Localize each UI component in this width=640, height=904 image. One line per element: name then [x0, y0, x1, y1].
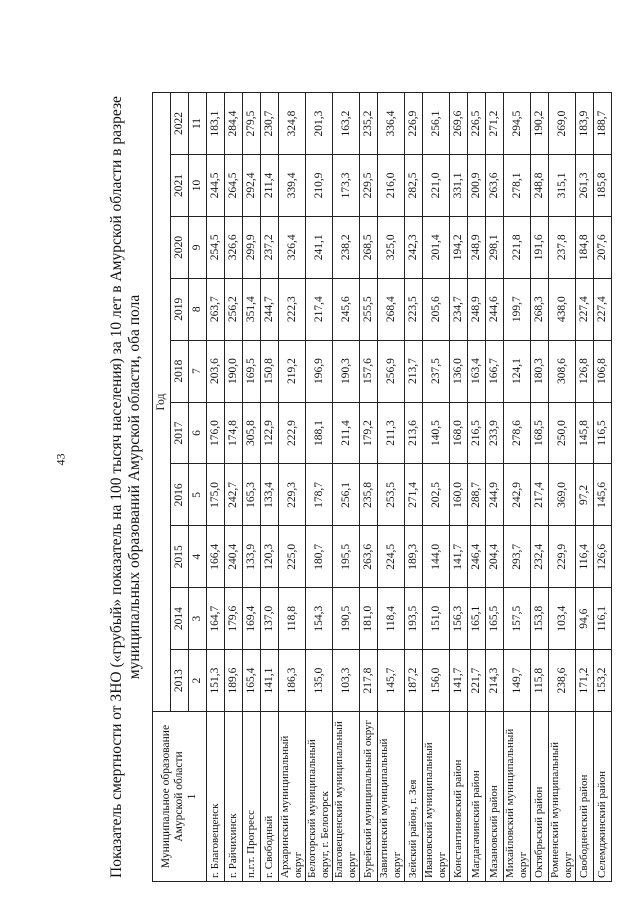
rate-value: 157,6: [360, 340, 378, 402]
rate-value: 230,7: [261, 93, 279, 155]
rate-value: 118,8: [279, 588, 306, 650]
rate-value: 288,7: [468, 464, 486, 526]
rate-value: 168,5: [531, 402, 549, 464]
rate-value: 156,0: [423, 650, 450, 712]
rate-value: 298,1: [486, 216, 504, 278]
table-row: [576, 93, 594, 882]
rate-value: 140,5: [423, 402, 450, 464]
column-number: 4: [189, 526, 207, 588]
rate-value: 326,4: [279, 216, 306, 278]
column-number: 11: [189, 93, 207, 155]
table-row: [450, 93, 468, 882]
column-number: 9: [189, 216, 207, 278]
rate-value: 213,7: [405, 340, 423, 402]
rate-value: 103,4: [549, 588, 576, 650]
table-title: Показатель смертности от ЗНО («грубый» показатель на 100 тысяч населения) за 10 лет в Амурской области в разрезе муниципальных образований Амурской области, оба пола: [108, 96, 143, 878]
rate-value: 227,4: [594, 278, 612, 340]
rate-value: 94,6: [576, 588, 594, 650]
rate-value: 216,0: [378, 154, 405, 216]
rate-value: 253,5: [378, 464, 405, 526]
rate-value: 151,3: [207, 650, 225, 712]
rate-value: 263,6: [486, 154, 504, 216]
rate-value: 164,7: [207, 588, 225, 650]
rate-value: 261,3: [576, 154, 594, 216]
rate-value: 226,9: [405, 93, 423, 155]
municipality-name: г. Благовещенск: [207, 712, 225, 882]
municipality-name: Магдагачинский район: [468, 712, 486, 882]
rate-value: 271,4: [405, 464, 423, 526]
rate-value: 305,8: [243, 402, 261, 464]
rate-value: 126,6: [594, 526, 612, 588]
rate-value: 224,5: [378, 526, 405, 588]
table-row: [468, 93, 486, 882]
rate-value: 153,8: [531, 588, 549, 650]
rate-value: 179,6: [225, 588, 243, 650]
column-number: 3: [189, 588, 207, 650]
rate-value: 188,1: [306, 402, 333, 464]
rate-value: 145,8: [576, 402, 594, 464]
rate-value: 226,5: [468, 93, 486, 155]
rate-value: 118,4: [378, 588, 405, 650]
rate-value: 199,7: [504, 278, 531, 340]
rate-value: 242,3: [405, 216, 423, 278]
municipality-name: Ромненский муниципальный округ: [549, 712, 576, 882]
rate-value: 235,8: [360, 464, 378, 526]
rate-value: 299,9: [243, 216, 261, 278]
rate-value: 120,3: [261, 526, 279, 588]
rate-value: 141,7: [450, 650, 468, 712]
table-row: [243, 93, 261, 882]
rate-value: 269,6: [450, 93, 468, 155]
table-body: [207, 93, 612, 882]
rate-value: 244,9: [486, 464, 504, 526]
rate-value: 216,5: [468, 402, 486, 464]
rate-value: 278,1: [504, 154, 531, 216]
rate-value: 180,3: [531, 340, 549, 402]
rate-value: 293,7: [504, 526, 531, 588]
rate-value: 250,0: [549, 402, 576, 464]
rate-value: 271,2: [486, 93, 504, 155]
rate-value: 256,9: [378, 340, 405, 402]
rate-value: 225,0: [279, 526, 306, 588]
table-row: [504, 93, 531, 882]
rate-value: 438,0: [549, 278, 576, 340]
rate-value: 369,0: [549, 464, 576, 526]
rate-value: 116,5: [594, 402, 612, 464]
rate-value: 235,2: [360, 93, 378, 155]
rate-value: 190,2: [531, 93, 549, 155]
rate-value: 115,8: [531, 650, 549, 712]
year-header: 2017: [171, 402, 189, 464]
rate-value: 222,9: [279, 402, 306, 464]
rate-value: 248,8: [531, 154, 549, 216]
table-row: [405, 93, 423, 882]
rate-value: 325,0: [378, 216, 405, 278]
rate-value: 175,0: [207, 464, 225, 526]
rate-value: 256,1: [423, 93, 450, 155]
rate-value: 171,2: [576, 650, 594, 712]
rate-value: 240,4: [225, 526, 243, 588]
table-row: [549, 93, 576, 882]
rate-value: 248,9: [468, 278, 486, 340]
rate-value: 190,5: [333, 588, 360, 650]
rate-value: 157,5: [504, 588, 531, 650]
rate-value: 284,4: [225, 93, 243, 155]
rate-value: 165,3: [243, 464, 261, 526]
rate-value: 188,7: [594, 93, 612, 155]
column-number: 5: [189, 464, 207, 526]
rate-value: 339,4: [279, 154, 306, 216]
rate-value: 103,3: [333, 650, 360, 712]
rate-value: 154,3: [306, 588, 333, 650]
rate-value: 256,1: [333, 464, 360, 526]
year-header: 2021: [171, 154, 189, 216]
rate-value: 204,4: [486, 526, 504, 588]
rate-value: 122,9: [261, 402, 279, 464]
rate-value: 106,8: [594, 340, 612, 402]
rate-value: 203,6: [207, 340, 225, 402]
rate-value: 178,7: [306, 464, 333, 526]
rate-value: 201,3: [306, 93, 333, 155]
mortality-table: [152, 92, 612, 882]
rate-value: 292,4: [243, 154, 261, 216]
year-header: 2014: [171, 588, 189, 650]
rate-value: 269,0: [549, 93, 576, 155]
rate-value: 116,1: [594, 588, 612, 650]
year-header: 2016: [171, 464, 189, 526]
municipality-name: Мазановский район: [486, 712, 504, 882]
column-number: 6: [189, 402, 207, 464]
rate-value: 210,9: [306, 154, 333, 216]
rate-value: 153,2: [594, 650, 612, 712]
rate-value: 351,4: [243, 278, 261, 340]
rate-value: 245,6: [333, 278, 360, 340]
year-header: 2020: [171, 216, 189, 278]
rate-value: 179,2: [360, 402, 378, 464]
rate-value: 229,3: [279, 464, 306, 526]
table-row: [486, 93, 504, 882]
rate-value: 255,5: [360, 278, 378, 340]
rotated-content: [108, 92, 608, 882]
rate-value: 217,8: [360, 650, 378, 712]
rate-value: 246,4: [468, 526, 486, 588]
municipality-name: Октябрьский район: [531, 712, 549, 882]
rate-value: 242,7: [225, 464, 243, 526]
rate-value: 202,5: [423, 464, 450, 526]
rate-value: 151,0: [423, 588, 450, 650]
municipality-name: Архаринский муниципальный округ: [279, 712, 306, 882]
rate-value: 135,0: [306, 650, 333, 712]
rate-value: 205,6: [423, 278, 450, 340]
municipality-name: Бурейский муниципальный округ: [360, 712, 378, 882]
municipality-name: Благовещенский муниципальный округ: [333, 712, 360, 882]
rate-value: 156,3: [450, 588, 468, 650]
municipality-name: Ивановский муниципальный округ: [423, 712, 450, 882]
rate-value: 227,4: [576, 278, 594, 340]
rate-value: 165,4: [243, 650, 261, 712]
rate-value: 185,8: [594, 154, 612, 216]
rate-value: 200,9: [468, 154, 486, 216]
rate-value: 221,7: [468, 650, 486, 712]
rate-value: 194,2: [450, 216, 468, 278]
table-row: [531, 93, 549, 882]
rate-value: 268,4: [378, 278, 405, 340]
year-group-header: Год: [153, 93, 171, 712]
rate-value: 241,1: [306, 216, 333, 278]
rate-value: 163,4: [468, 340, 486, 402]
rate-value: 180,7: [306, 526, 333, 588]
rate-value: 264,5: [225, 154, 243, 216]
municipality-name: Зейский район, г. Зея: [405, 712, 423, 882]
year-header: 2013: [171, 650, 189, 712]
rate-value: 168,0: [450, 402, 468, 464]
rate-value: 238,6: [549, 650, 576, 712]
municipality-name: Белогорский муниципальный округ, г. Белогорск: [306, 712, 333, 882]
rate-value: 169,5: [243, 340, 261, 402]
rate-value: 141,7: [450, 526, 468, 588]
rate-value: 166,7: [486, 340, 504, 402]
table-row: [423, 93, 450, 882]
rate-value: 126,8: [576, 340, 594, 402]
column-number: 10: [189, 154, 207, 216]
rate-value: 169,4: [243, 588, 261, 650]
municipality-name: Завитинский муниципальный округ: [378, 712, 405, 882]
rate-value: 145,6: [594, 464, 612, 526]
year-header: 2019: [171, 278, 189, 340]
rate-value: 233,9: [486, 402, 504, 464]
rate-value: 242,9: [504, 464, 531, 526]
rate-value: 189,6: [225, 650, 243, 712]
rate-value: 221,0: [423, 154, 450, 216]
rate-value: 244,6: [486, 278, 504, 340]
rate-value: 195,5: [333, 526, 360, 588]
year-header: 2018: [171, 340, 189, 402]
rate-value: 163,2: [333, 93, 360, 155]
rate-value: 229,9: [549, 526, 576, 588]
rate-value: 268,3: [531, 278, 549, 340]
rate-value: 214,3: [486, 650, 504, 712]
table-row: [279, 93, 306, 882]
rate-value: 181,0: [360, 588, 378, 650]
municipality-header: Муниципальное образование Амурской области 1: [153, 712, 207, 882]
rate-value: 279,5: [243, 93, 261, 155]
rate-value: 244,5: [207, 154, 225, 216]
table-row: [306, 93, 333, 882]
rate-value: 211,4: [261, 154, 279, 216]
rate-value: 308,6: [549, 340, 576, 402]
rate-value: 193,5: [405, 588, 423, 650]
table-row: [333, 93, 360, 882]
table-row: [594, 93, 612, 882]
rate-value: 324,8: [279, 93, 306, 155]
rate-value: 184,8: [576, 216, 594, 278]
municipality-name: Свободненский район: [576, 712, 594, 882]
column-number: 7: [189, 340, 207, 402]
year-header: 2015: [171, 526, 189, 588]
rate-value: 97,2: [576, 464, 594, 526]
table-row: [261, 93, 279, 882]
rate-value: 232,4: [531, 526, 549, 588]
rate-value: 282,5: [405, 154, 423, 216]
rate-value: 191,6: [531, 216, 549, 278]
rate-value: 336,4: [378, 93, 405, 155]
rate-value: 187,2: [405, 650, 423, 712]
column-number: 8: [189, 278, 207, 340]
rate-value: 133,9: [243, 526, 261, 588]
rate-value: 248,9: [468, 216, 486, 278]
rate-value: 217,4: [531, 464, 549, 526]
rate-value: 149,7: [504, 650, 531, 712]
rate-value: 186,3: [279, 650, 306, 712]
table-row: [378, 93, 405, 882]
year-header: 2022: [171, 93, 189, 155]
rate-value: 189,3: [405, 526, 423, 588]
municipality-name: г. Райчихинск: [225, 712, 243, 882]
rate-value: 165,1: [468, 588, 486, 650]
rate-value: 136,0: [450, 340, 468, 402]
rate-value: 137,0: [261, 588, 279, 650]
rate-value: 211,4: [333, 402, 360, 464]
rate-value: 256,2: [225, 278, 243, 340]
table-row: [225, 93, 243, 882]
rate-value: 221,8: [504, 216, 531, 278]
rate-value: 223,5: [405, 278, 423, 340]
rate-value: 229,5: [360, 154, 378, 216]
column-number: 2: [189, 650, 207, 712]
table-row: [207, 93, 225, 882]
rate-value: 211,3: [378, 402, 405, 464]
rate-value: 237,2: [261, 216, 279, 278]
rate-value: 190,3: [333, 340, 360, 402]
rate-value: 234,7: [450, 278, 468, 340]
rate-value: 173,3: [333, 154, 360, 216]
rate-value: 331,1: [450, 154, 468, 216]
rate-value: 213,6: [405, 402, 423, 464]
rate-value: 160,0: [450, 464, 468, 526]
rate-value: 190,0: [225, 340, 243, 402]
municipality-name: г. Свободный: [261, 712, 279, 882]
rate-value: 222,3: [279, 278, 306, 340]
rate-value: 263,6: [360, 526, 378, 588]
rate-value: 165,5: [486, 588, 504, 650]
rate-value: 219,2: [279, 340, 306, 402]
rate-value: 237,8: [549, 216, 576, 278]
rate-value: 133,4: [261, 464, 279, 526]
rate-value: 263,7: [207, 278, 225, 340]
rate-value: 116,4: [576, 526, 594, 588]
rate-value: 141,1: [261, 650, 279, 712]
rate-value: 244,7: [261, 278, 279, 340]
column-number: 1: [186, 793, 198, 800]
municipality-name: Константиновский район: [450, 712, 468, 882]
rate-value: 278,6: [504, 402, 531, 464]
rate-value: 166,4: [207, 526, 225, 588]
rate-value: 201,4: [423, 216, 450, 278]
rate-value: 207,6: [594, 216, 612, 278]
rate-value: 217,4: [306, 278, 333, 340]
rate-value: 268,5: [360, 216, 378, 278]
municipality-name: Михайловский муниципальный округ: [504, 712, 531, 882]
municipality-name: п.г.т. Прогресс: [243, 712, 261, 882]
rate-value: 237,5: [423, 340, 450, 402]
rate-value: 238,2: [333, 216, 360, 278]
table-row: [360, 93, 378, 882]
rate-value: 174,8: [225, 402, 243, 464]
rate-value: 124,1: [504, 340, 531, 402]
rate-value: 183,1: [207, 93, 225, 155]
rate-value: 150,8: [261, 340, 279, 402]
rate-value: 145,7: [378, 650, 405, 712]
rate-value: 176,0: [207, 402, 225, 464]
municipality-name: Селемджинский район: [594, 712, 612, 882]
rate-value: 196,9: [306, 340, 333, 402]
rate-value: 315,1: [549, 154, 576, 216]
page-number: 43: [53, 453, 68, 466]
rate-value: 294,5: [504, 93, 531, 155]
rate-value: 326,6: [225, 216, 243, 278]
rate-value: 254,5: [207, 216, 225, 278]
rate-value: 144,0: [423, 526, 450, 588]
rate-value: 183,9: [576, 93, 594, 155]
